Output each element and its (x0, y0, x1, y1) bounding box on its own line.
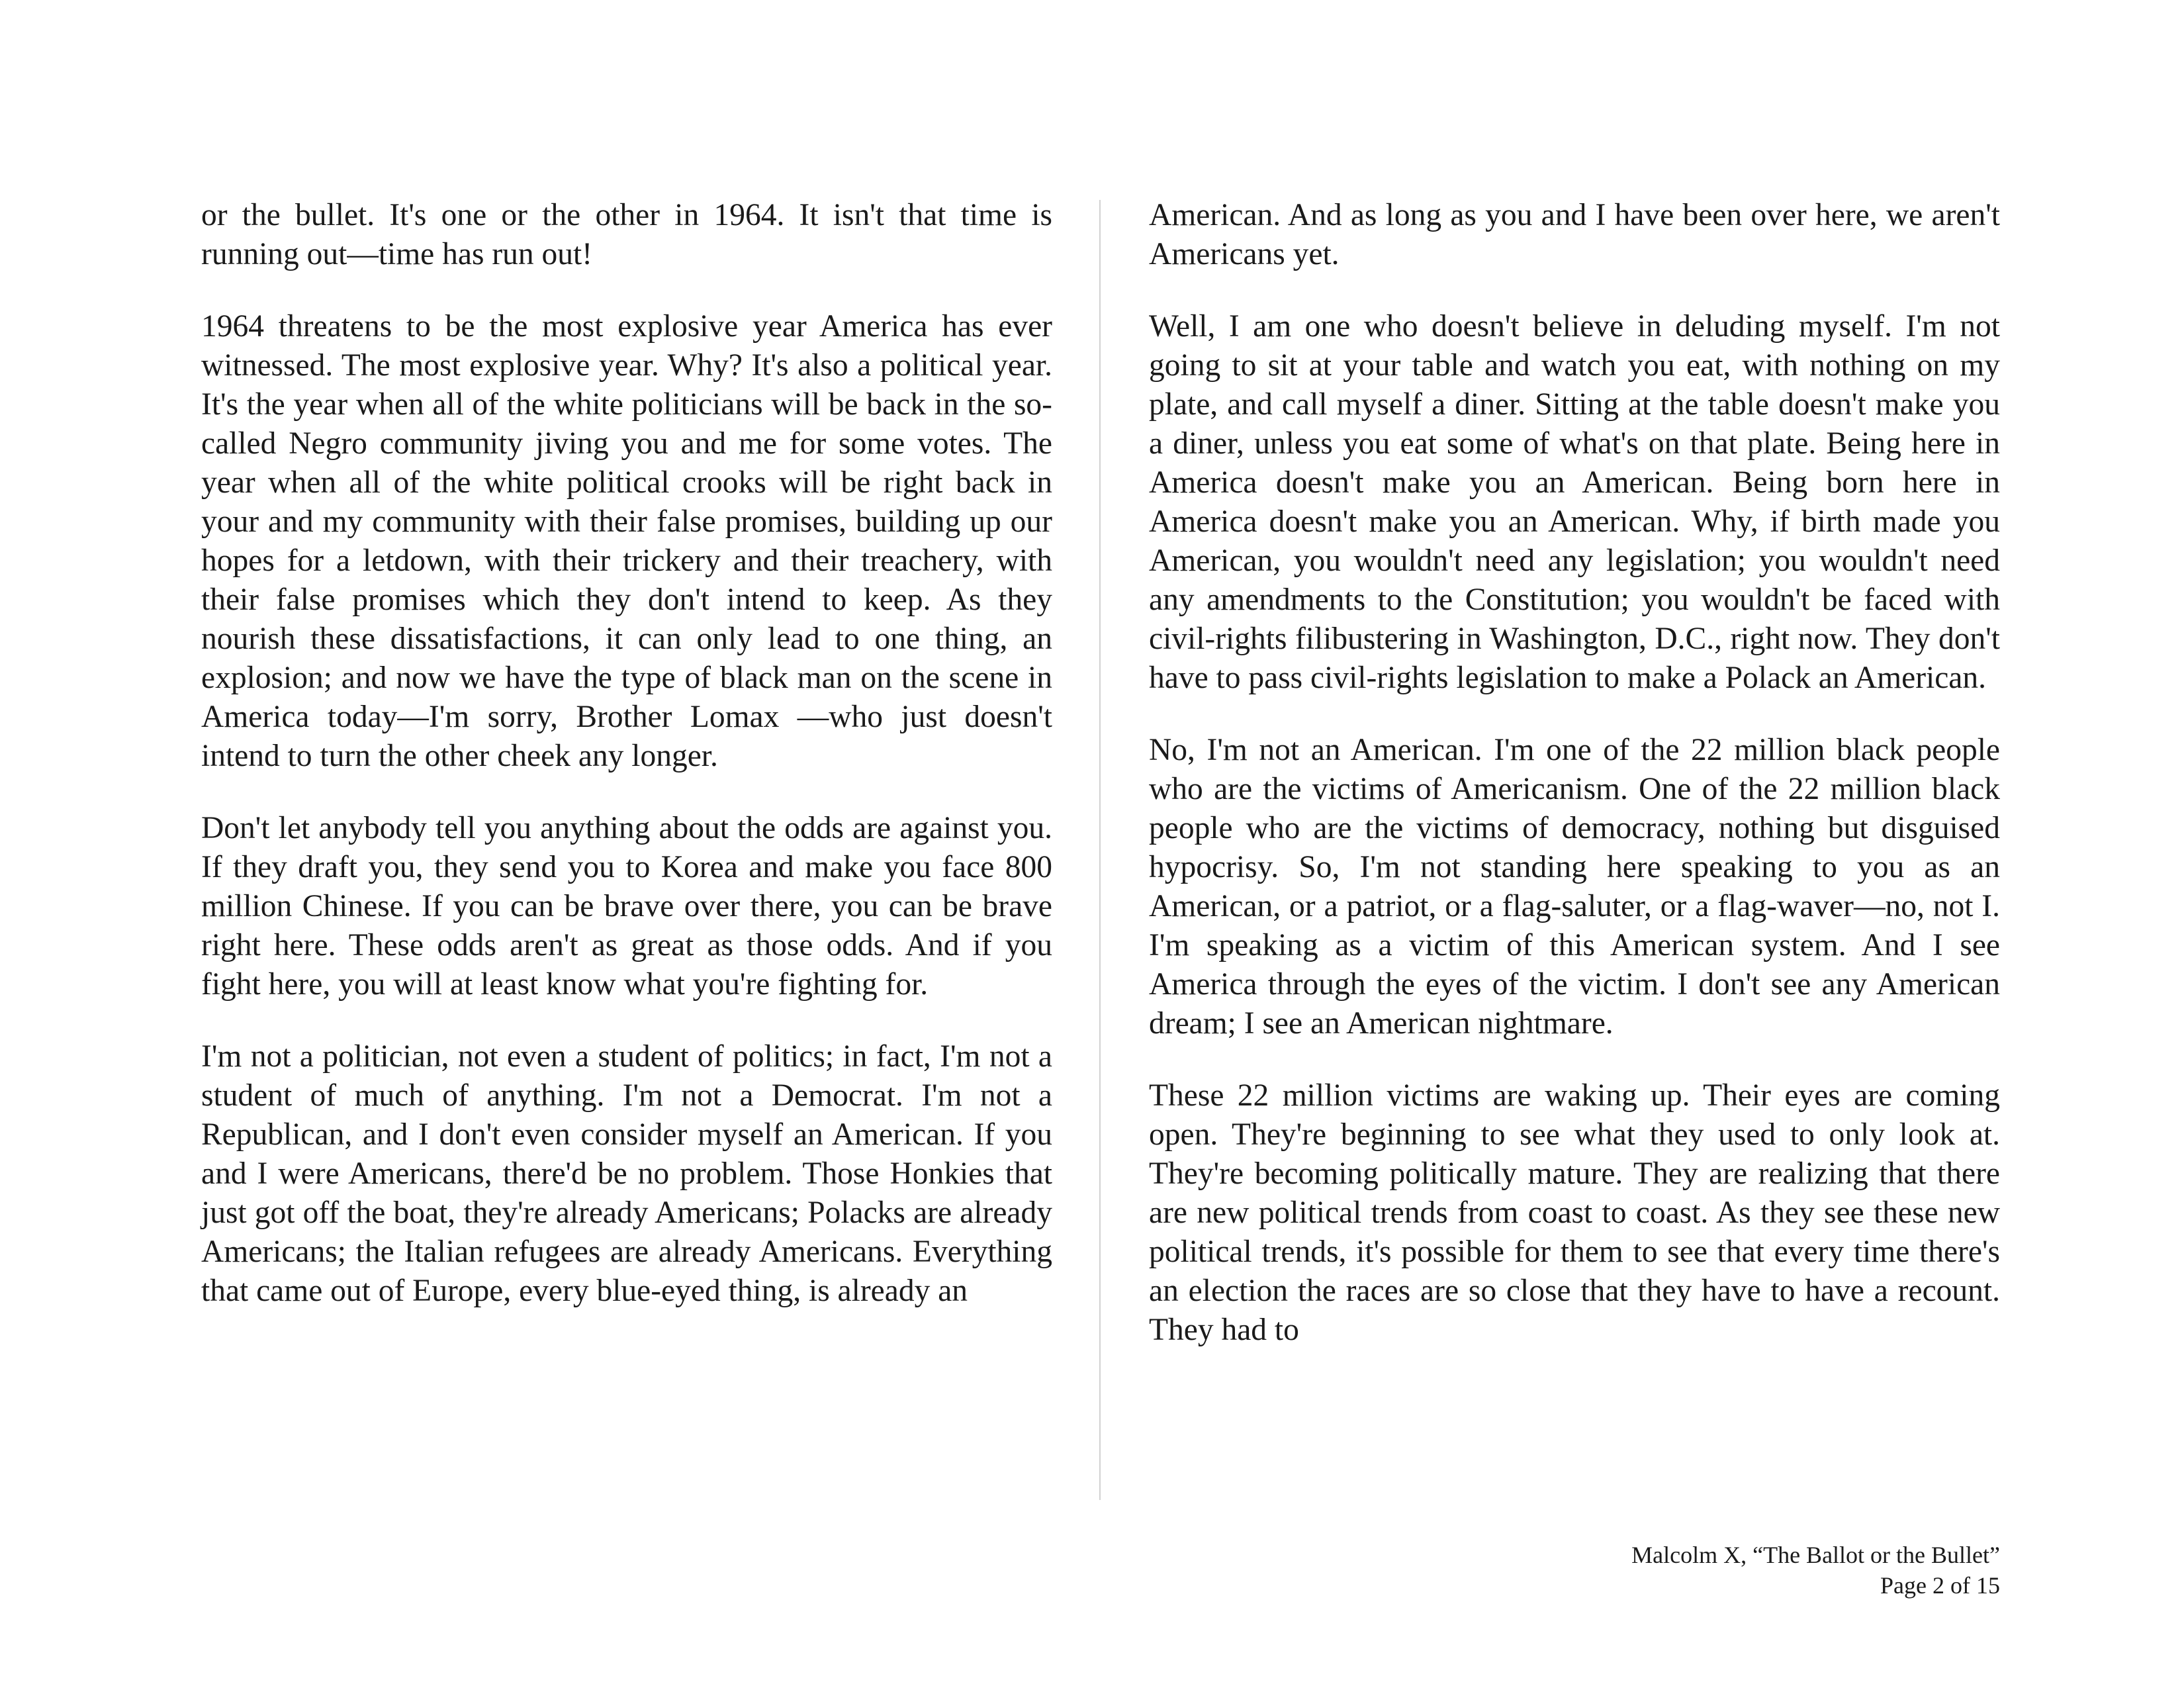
paragraph: No, I'm not an American. I'm one of the 22 million black people who are the victims of Americanism. One of the 22 million black people who are the victims of democracy, nothing but disguised hypocrisy. So, I'm not standing here speaking to you as an American, or a patriot, or a flag-saluter, or a flag-waver—no, not I. I'm speaking as a victim of this American system. And I see America through the eyes of the victim. I don't see any American dream; I see an American nightmare. (1149, 733, 2000, 1041)
paragraph: 1964 threatens to be the most explosive year America has ever witnessed. The most explosive year. Why? It's also a political year. It's the year when all of the white politicians will be back in the so-called Negro community jiving you and me for some votes. The year when all of the white political crooks will be right back in your and my community with their false promises, building up our hopes for a letdown, with their trickery and their treachery, with their false promises which they don't intend to keep. As they nourish these dissatisfactions, it can only lead to one thing, an explosion; and now we have the type of black man on the scene in America today—I'm sorry, Brother Lomax —who just doesn't intend to turn the other cheek any longer. (201, 309, 1052, 773)
paragraph: American. And as long as you and I have been over here, we aren't Americans yet. (1149, 198, 2000, 271)
footer-source: Malcolm X, “The Ballot or the Bullet” (1631, 1542, 2000, 1568)
page-footer (1631, 1540, 2000, 1601)
paragraph: I'm not a politician, not even a student of politics; in fact, I'm not a student of much of anything. I'm not a Democrat. I'm not a Republican, and I don't even consider myself an American. If you and I were Americans, there'd be no problem. Those Honkies that just got off the boat, they're already Americans; Polacks are already Americans; the Italian refugees are already Americans. Everything that came out of Europe, every blue-eyed thing, is already an (201, 1039, 1052, 1308)
page-number: Page 2 of 15 (1880, 1572, 2000, 1599)
paragraph: These 22 million victims are waking up. Their eyes are coming open. They're beginning to see what they used to only look at. They're becoming politically mature. They are realizing that there are new political trends from coast to coast. As they see these new political trends, it's possible for them to see that every time there's an election the races are so close that they have to have a recount. They had to (1149, 1078, 2000, 1347)
paragraph: Well, I am one who doesn't believe in deluding myself. I'm not going to sit at your table and watch you eat, with nothing on my plate, and call myself a diner. Sitting at the table doesn't make you a diner, unless you eat some of what's on that plate. Being here in America doesn't make you an American. Being born here in America doesn't make you an American. Why, if birth made you American, you wouldn't need any legislation; you wouldn't need any amendments to the Constitution; you wouldn't be faced with civil-rights filibustering in Washington, D.C., right now. They don't have to pass civil-rights legislation to make a Polack an American. (1149, 309, 2000, 695)
column-divider (1099, 200, 1101, 1500)
paragraph: or the bullet. It's one or the other in 1964. It isn't that time is running out—time has run out! (201, 198, 1052, 271)
left-column (201, 196, 1052, 1311)
paragraph: Don't let anybody tell you anything about the odds are against you. If they draft you, they send you to Korea and make you face 800 million Chinese. If you can be brave over there, you can be brave right here. These odds aren't as great as those odds. And if you fight here, you will at least know what you're fighting for. (201, 811, 1052, 1002)
right-column (1149, 196, 2000, 1350)
